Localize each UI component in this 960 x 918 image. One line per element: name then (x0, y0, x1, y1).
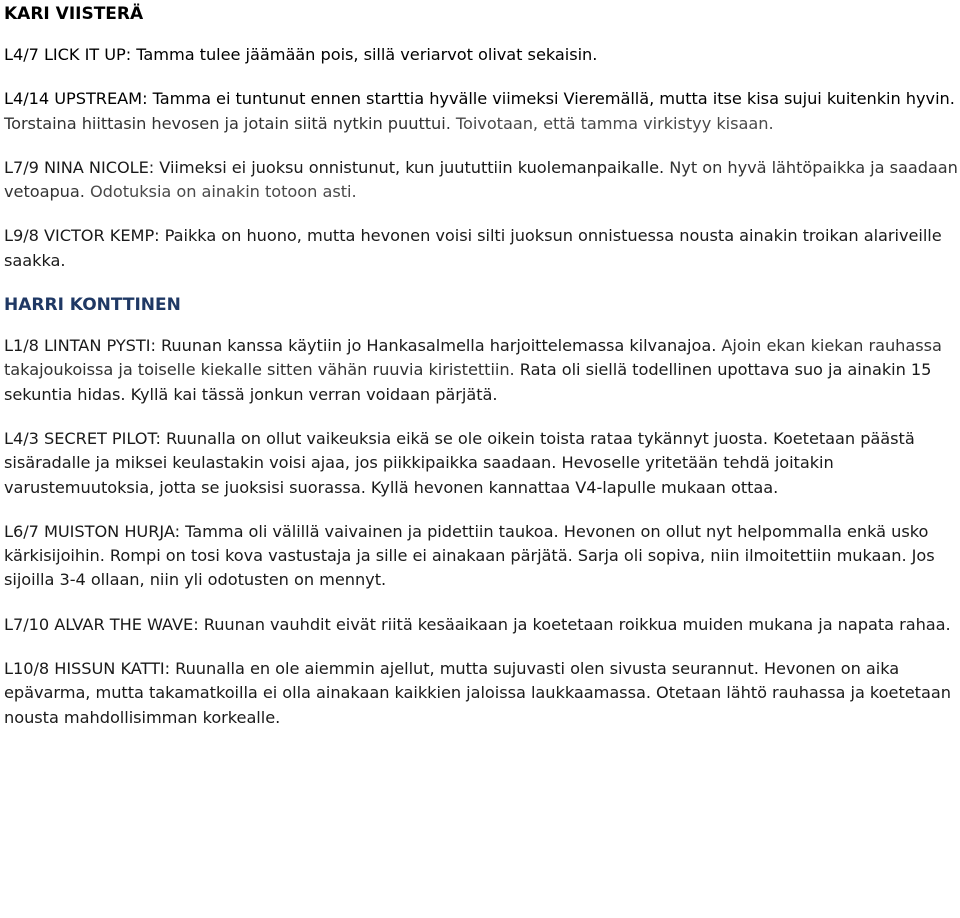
comment-text: Hevonen on aika epävarma, mutta takamatkoilla ei olla ainakaan kaikkien jaloissa laukkaamassa. (4, 659, 900, 703)
comment-text: Hevonen on ollut nyt helpommalla enkä usko kärkisijoihin. (4, 521, 929, 566)
horse-comment-upstream (4, 87, 958, 136)
comment-text: L10/8 HISSUN KATTI: Ruunalla en ole aiemmin ajellut, mutta sujuvasti olen sivusta seurannut. (4, 659, 759, 679)
comment-text: Jos sijoilla 3-4 ollaan, niin yli odotusten on mennyt. (4, 546, 935, 590)
horse-comment-lintan-pysti (4, 334, 958, 407)
document-page (4, 2, 958, 730)
comment-text: Torstaina hiittasin hevosen ja jotain siitä nytkin puuttui. (4, 113, 451, 133)
comment-text: Koetetaan päästä sisäradalle ja miksei keulastakin voisi ajaa, jos piikkipaikka saadaan. (4, 428, 915, 473)
comment-text: Toivotaan, että tamma virkistyy kisaan. (450, 113, 774, 133)
comment-text: L9/8 VICTOR KEMP: Paikka on huono, mutta hevonen voisi silti juoksun onnistuessa nousta ainakin troikan alariveille saakka. (4, 226, 942, 270)
comment-text: L4/3 SECRET PILOT: Ruunalla on ollut vaikeuksia eikä se ole oikein toista rataa tykännyt juosta. (4, 428, 769, 448)
horse-comment-nina-nicole (4, 156, 958, 205)
horse-comment-victor-kemp (4, 224, 958, 273)
comment-text: Odotuksia on ainakin totoon asti. (84, 182, 357, 202)
horse-comment-muiston-hurja (4, 520, 958, 593)
comment-text: Rompi on tosi kova vastustaja ja sille ei ainakaan pärjätä. (104, 546, 573, 566)
horse-comment-secret-pilot (4, 427, 958, 500)
comment-text: L4/7 LICK IT UP: Tamma tulee jäämään pois, sillä veriarvot olivat sekaisin. (4, 45, 598, 64)
comment-text: Sarja oli sopiva, niin ilmoitettiin mukaan. (572, 546, 907, 566)
comment-text: Kyllä kai tässä jonkun verran voidaan pärjätä. (125, 384, 498, 404)
comment-text: Otetaan lähtö rauhassa ja koetetaan nousta mahdollisimman korkealle. (4, 683, 951, 727)
comment-text: Kyllä hevonen kannattaa V4-lapulle mukaan ottaa. (365, 477, 779, 497)
comment-text: Ajoin ekan kiekan rauhassa takajoukoissa ja toiselle kiekalle sitten vähän ruuvia kiristettiin. (4, 336, 942, 380)
comment-text: L4/14 UPSTREAM: Tamma ei tuntunut ennen starttia hyvälle viimeksi Vieremällä, mutta itse kisa sujui kuitenkin hyvin. (4, 89, 955, 109)
horse-comment-hissun-katti (4, 657, 958, 730)
comment-text: Rata oli siellä todellinen upottava suo ja ainakin 15 sekuntia hidas. (4, 360, 932, 404)
comment-text: L7/9 NINA NICOLE: Viimeksi ei juoksu onnistunut, kun juututtiin kuolemanpaikalle. (4, 157, 665, 177)
comment-text: Nyt on hyvä lähtöpaikka ja saadaan vetoapua. (4, 157, 958, 202)
comment-text: Hevoselle yritetään tehdä joitakin varustemuutoksia, jotta se juoksisi suorassa. (4, 453, 834, 497)
trainer-heading-harri-konttinen: HARRI KONTTINEN (4, 295, 181, 316)
horse-comment-lick-it-up (4, 43, 958, 67)
trainer-heading-kari-viistera: KARI VIISTERÄ (4, 4, 144, 24)
horse-comment-alvar-the-wave (4, 613, 958, 637)
comment-text: L1/8 LINTAN PYSTI: Ruunan kanssa käytiin jo Hankasalmella harjoittelemassa kilvanajoa. (4, 336, 717, 356)
comment-text: L7/10 ALVAR THE WAVE: Ruunan vauhdit eivät riitä kesäaikaan ja koetetaan roikkua muiden mukana ja napata rahaa. (4, 614, 951, 634)
comment-text: L6/7 MUISTON HURJA: Tamma oli välillä vaivainen ja pidettiin taukoa. (4, 521, 559, 541)
